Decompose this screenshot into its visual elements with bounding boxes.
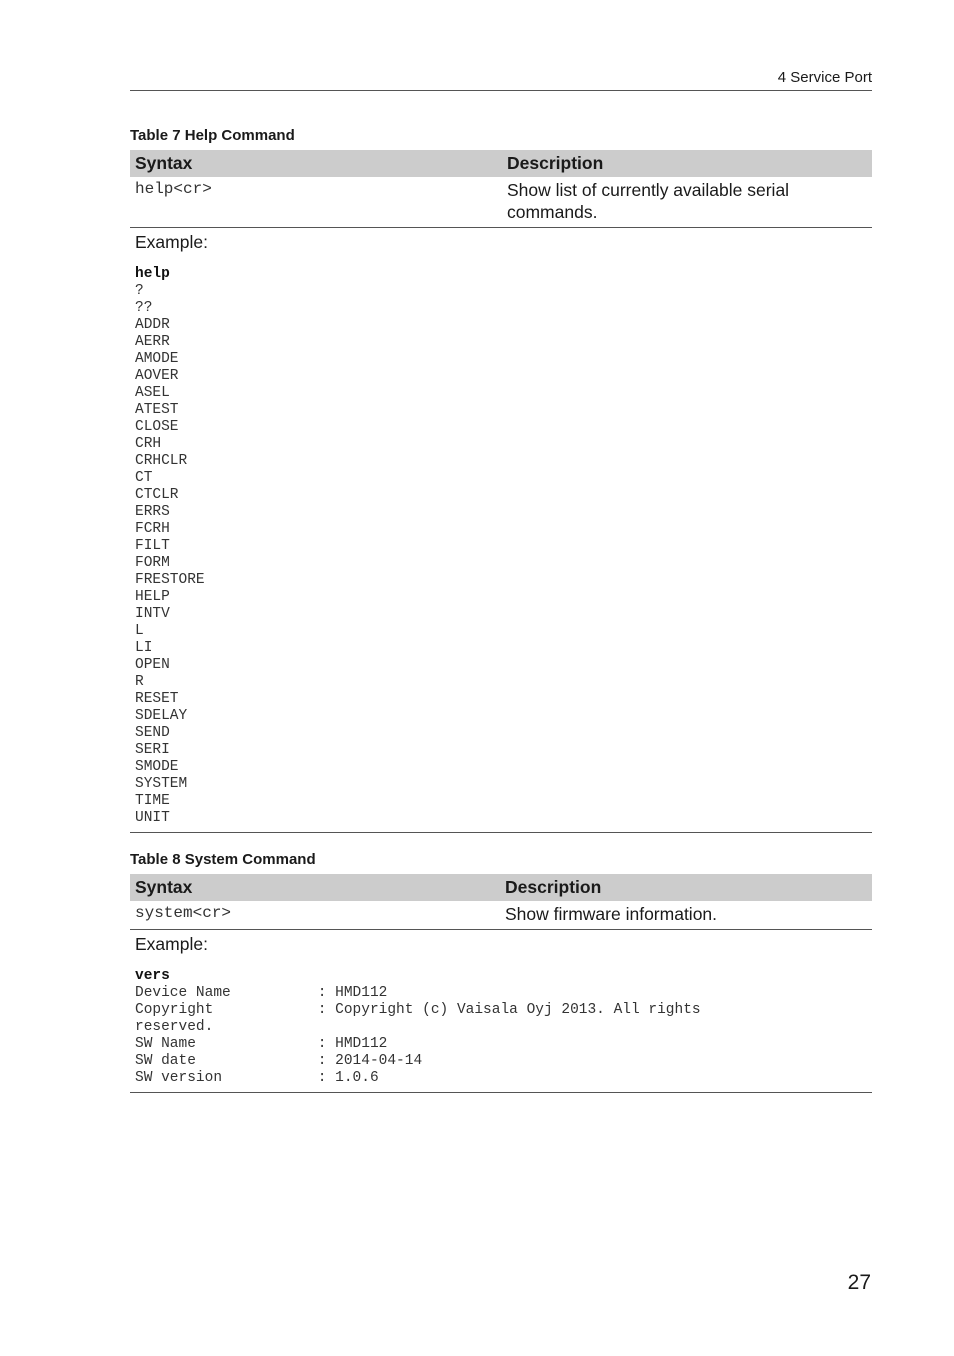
output-line: SDELAY [135, 708, 188, 724]
example-block [130, 930, 872, 1093]
example-code [135, 266, 872, 827]
output-line: SMODE [135, 759, 179, 775]
output-line: AOVER [135, 368, 179, 384]
output-line: CRHCLR [135, 453, 188, 469]
output-line: FILT [135, 538, 170, 554]
example-label: Example: [135, 232, 208, 252]
output-line: ?? [135, 300, 153, 316]
output-line: CLOSE [135, 419, 179, 435]
table-header-row [130, 874, 872, 901]
output-line: AMODE [135, 351, 179, 367]
output-line: L [135, 623, 144, 639]
description-cell: Show list of currently available serial commands. [507, 180, 790, 222]
output-line: Device Name : HMD112 [135, 985, 388, 1001]
syntax-column-header: Syntax [135, 877, 193, 897]
output-line: FORM [135, 555, 170, 571]
example-block [130, 228, 872, 833]
table-row [130, 177, 872, 228]
output-line: INTV [135, 606, 170, 622]
table7-caption: Table 7 Help Command [130, 127, 295, 144]
table8-caption: Table 8 System Command [130, 851, 316, 868]
output-line: SERI [135, 742, 170, 758]
output-line: R [135, 674, 144, 690]
output-line: CTCLR [135, 487, 179, 503]
example-code [135, 968, 872, 1087]
output-line: CT [135, 470, 153, 486]
syntax-cell: help<cr> [135, 180, 212, 198]
table-header-row [130, 150, 872, 177]
description-column-header: Description [505, 877, 602, 897]
page-number: 27 [847, 1271, 871, 1294]
example-command: vers [135, 968, 170, 984]
output-line: FCRH [135, 521, 170, 537]
example-label: Example: [135, 934, 208, 954]
output-line: UNIT [135, 810, 170, 826]
output-line: SYSTEM [135, 776, 188, 792]
table-row [130, 901, 872, 930]
output-line: ADDR [135, 317, 170, 333]
help-command-table [130, 150, 872, 833]
output-line: TIME [135, 793, 170, 809]
syntax-cell: system<cr> [135, 904, 232, 922]
output-line: HELP [135, 589, 170, 605]
output-line: RESET [135, 691, 179, 707]
output-line: AERR [135, 334, 170, 350]
output-line: FRESTORE [135, 572, 205, 588]
output-line: CRH [135, 436, 162, 452]
output-line: OPEN [135, 657, 170, 673]
output-line: LI [135, 640, 153, 656]
output-line: ERRS [135, 504, 170, 520]
chapter-title: 4 Service Port [777, 69, 872, 86]
example-command: help [135, 266, 170, 282]
syntax-column-header: Syntax [135, 153, 193, 173]
output-line: ASEL [135, 385, 170, 401]
output-line: ? [135, 283, 144, 299]
output-line: ATEST [135, 402, 179, 418]
output-line: SW version : 1.0.6 [135, 1070, 379, 1086]
system-command-table [130, 874, 872, 1093]
running-header [130, 69, 872, 91]
output-line: Copyright : Copyright (c) Vaisala Oyj 2013. All rights [135, 1002, 701, 1018]
output-line: SEND [135, 725, 170, 741]
description-column-header: Description [507, 153, 604, 173]
output-line: SW date : 2014-04-14 [135, 1053, 423, 1069]
output-line: SW Name : HMD112 [135, 1036, 388, 1052]
description-cell: Show firmware information. [505, 904, 718, 924]
output-line: reserved. [135, 1019, 214, 1035]
